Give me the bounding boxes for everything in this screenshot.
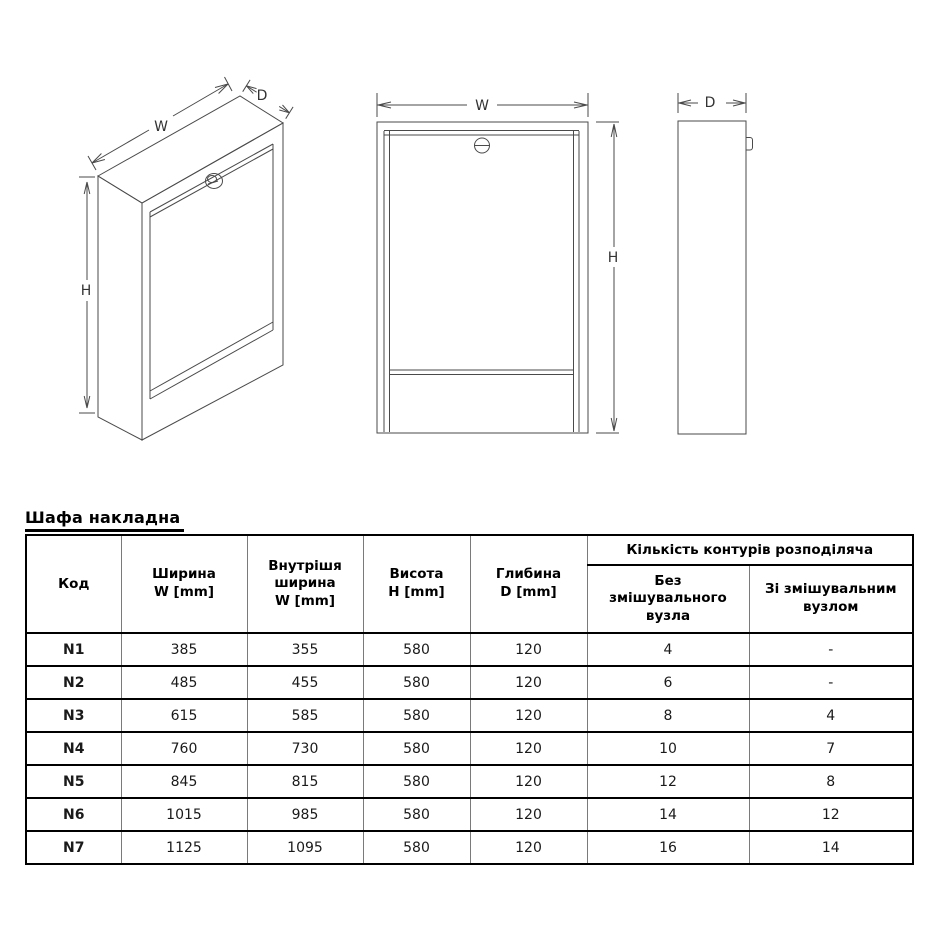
table-body (26, 633, 913, 864)
cell-height: 580 (363, 765, 470, 798)
header-row-group (26, 535, 913, 565)
cell-code: N6 (26, 798, 121, 831)
col-header-depth: Глибина D [mm] (470, 535, 587, 633)
col-header-with-mixing: Зі змішувальним вузлом (749, 565, 913, 633)
cell-height: 580 (363, 831, 470, 864)
cell-inner-width: 815 (247, 765, 363, 798)
cabinet-side-face (98, 176, 142, 440)
cell-height: 580 (363, 798, 470, 831)
lock-tab-side (746, 138, 753, 151)
door-bottom-strip-front (390, 370, 574, 375)
cell-height: 580 (363, 633, 470, 666)
col-header-inner-width: Внутрішя ширина W [mm] (247, 535, 363, 633)
dim-w-front (377, 93, 588, 117)
cell-depth: 120 (470, 732, 587, 765)
dim-label-h: H (607, 250, 619, 266)
cell-depth: 120 (470, 666, 587, 699)
cell-code: N1 (26, 633, 121, 666)
cell-with-mixing: 12 (749, 798, 913, 831)
dim-w-perspective (88, 77, 232, 170)
cell-inner-width: 1095 (247, 831, 363, 864)
cell-inner-width: 985 (247, 798, 363, 831)
cell-inner-width: 355 (247, 633, 363, 666)
cell-code: N4 (26, 732, 121, 765)
cell-depth: 120 (470, 765, 587, 798)
table-title: Шафа накладна (25, 508, 184, 532)
cell-without-mixing: 6 (587, 666, 749, 699)
cell-with-mixing: 7 (749, 732, 913, 765)
cell-code: N3 (26, 699, 121, 732)
cell-width: 760 (121, 732, 247, 765)
table-header (26, 535, 913, 633)
dim-d-side (678, 93, 746, 113)
cell-depth: 120 (470, 798, 587, 831)
cell-inner-width: 730 (247, 732, 363, 765)
table-row (26, 831, 913, 864)
cell-height: 580 (363, 666, 470, 699)
cell-depth: 120 (470, 633, 587, 666)
cell-height: 580 (363, 699, 470, 732)
cell-code: N2 (26, 666, 121, 699)
door-bottom-strip (150, 322, 273, 399)
cell-with-mixing: 14 (749, 831, 913, 864)
table-row (26, 633, 913, 666)
cell-width: 615 (121, 699, 247, 732)
front-view (377, 93, 619, 433)
cell-width: 845 (121, 765, 247, 798)
dim-label-w: W (475, 98, 489, 114)
cell-without-mixing: 8 (587, 699, 749, 732)
table-row (26, 666, 913, 699)
table-row (26, 798, 913, 831)
col-header-width: Ширина W [mm] (121, 535, 247, 633)
table-row (26, 732, 913, 765)
dim-h-perspective (79, 177, 95, 413)
cell-height: 580 (363, 732, 470, 765)
cell-width: 485 (121, 666, 247, 699)
col-header-code: Код (26, 535, 121, 633)
cell-without-mixing: 12 (587, 765, 749, 798)
cell-depth: 120 (470, 699, 587, 732)
cell-depth: 120 (470, 831, 587, 864)
cell-inner-width: 585 (247, 699, 363, 732)
cell-width: 385 (121, 633, 247, 666)
cell-without-mixing: 16 (587, 831, 749, 864)
table-row (26, 765, 913, 798)
cell-width: 1015 (121, 798, 247, 831)
cell-inner-width: 455 (247, 666, 363, 699)
lock-icon-front (474, 138, 490, 153)
cabinet-side-outline (678, 121, 746, 434)
dim-label-w: W (154, 119, 168, 135)
door-frame-front (384, 131, 579, 433)
dim-label-d: D (256, 88, 268, 104)
cell-without-mixing: 14 (587, 798, 749, 831)
cabinet-front-face (142, 123, 283, 440)
cell-with-mixing: 4 (749, 699, 913, 732)
lock-icon (206, 174, 223, 189)
cabinet-top-face (98, 96, 283, 203)
col-header-without-mixing: Без змішувального вузла (587, 565, 749, 633)
cell-code: N7 (26, 831, 121, 864)
cell-with-mixing: - (749, 666, 913, 699)
dim-label-h: H (80, 283, 92, 299)
cell-without-mixing: 4 (587, 633, 749, 666)
table-row (26, 699, 913, 732)
cell-code: N5 (26, 765, 121, 798)
dim-h-front (596, 122, 619, 433)
cabinet-front-outline (377, 122, 588, 433)
col-header-group-circuits: Кількість контурів розподіляча (587, 535, 913, 565)
side-view (678, 93, 753, 434)
col-header-height: Висота H [mm] (363, 535, 470, 633)
perspective-view (79, 77, 293, 440)
cell-width: 1125 (121, 831, 247, 864)
dim-label-d: D (704, 95, 716, 111)
dim-d-perspective (243, 80, 293, 119)
cell-with-mixing: 8 (749, 765, 913, 798)
cell-with-mixing: - (749, 633, 913, 666)
cell-without-mixing: 10 (587, 732, 749, 765)
dimensions-table (25, 534, 914, 865)
